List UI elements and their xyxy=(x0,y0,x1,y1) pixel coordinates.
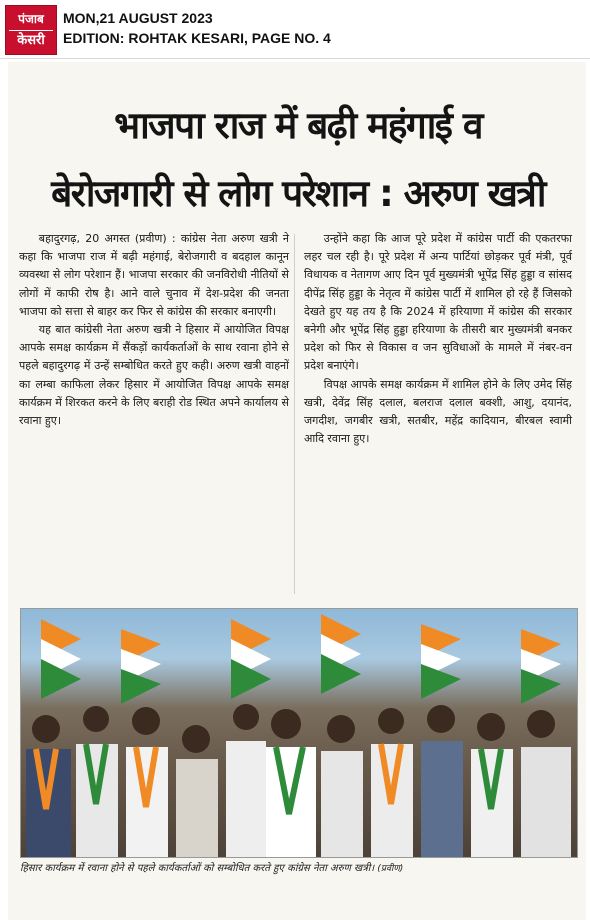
news-clipping xyxy=(8,62,586,920)
paragraph: विपक्ष आपके समक्ष कार्यक्रम में शामिल होने के लिए उमेद सिंह खत्री, देवेंद्र सिंह दलाल, बलराज दलाल बक्शी, आशु, दयानंद, जगदीश, जगबीर खत्री, सतबीर, महेंद्र कादियान, बीरबल स्वामी आदि रवाना हुए। xyxy=(304,377,572,446)
logo-line-1: पंजाब xyxy=(18,12,44,26)
newspaper-logo xyxy=(5,5,57,55)
column-divider xyxy=(294,234,295,594)
article-column-left xyxy=(19,230,289,430)
flag xyxy=(41,619,81,699)
publication-date: MON,21 AUGUST 2023 xyxy=(63,10,213,26)
flag xyxy=(231,619,271,699)
caption-text: हिसार कार्यक्रम में रवाना होने से पहले कार्यकर्ताओं को सम्बोधित करते हुए कांग्रेस नेता अरुण खत्री। xyxy=(20,863,375,874)
photo-credit: (प्रवीण) xyxy=(377,864,404,874)
news-photo xyxy=(20,608,578,858)
headline-line-2: बेरोजगारी से लोग परेशान : अरुण खत्री xyxy=(51,172,545,215)
headline-line-1: भाजपा राज में बढ़ी महंगाई व xyxy=(114,104,482,147)
flag xyxy=(421,624,461,699)
flag xyxy=(521,629,561,704)
flag xyxy=(121,629,161,704)
paragraph: बहादुरगढ़, 20 अगस्त (प्रवीण) : कांग्रेस नेता अरुण खत्री ने कहा कि भाजपा राज में बढ़ी महंगाई, बेरोजगारी व बदहाल कानून व्यवस्था से लोग परेशान हैं। भाजपा सरकार की जनविरोधी नीतियों से लोगों में काफी रोष है। आने वाले चुनाव में देश-प्रदेश की जनता भाजपा को सत्ता से बाहर कर फिर से कांग्रेस की सरकार बनाएगी। xyxy=(19,232,289,318)
paragraph: यह बात कांग्रेसी नेता अरुण खत्री ने हिसार में आयोजित विपक्ष आपके समक्ष कार्यक्रम में सैंकड़ों कार्यकर्ताओं के साथ रवाना होने से पहले बहादुरगढ़ में उन्हें सम्बोधित करते हुए कही। अरुण खत्री वाहनों का लम्बा काफिला लेकर हिसार में आयोजित विपक्ष आपके समक्ष कार्यक्रम में शिरकत करने के लिए बराही रोड स्थित अपने कार्यालय से रवाना हुए। xyxy=(19,323,289,428)
flag xyxy=(321,614,361,694)
clipping-header xyxy=(0,0,590,59)
article-column-right xyxy=(304,230,572,448)
edition-meta xyxy=(63,8,331,48)
edition-info: EDITION: ROHTAK KESARI, PAGE NO. 4 xyxy=(63,30,331,46)
crowd-photo-illustration xyxy=(21,609,577,857)
article-headline xyxy=(18,92,578,228)
paragraph: उन्होंने कहा कि आज पूरे प्रदेश में कांग्रेस पार्टी की एकतरफा लहर चल रही है। पूरे प्रदेश में अन्य पार्टियां छोड़कर पूर्व मंत्री, पूर्व विधायक व नेतागण आए दिन पूर्व मुख्यमंत्री भूपेंद्र सिंह हुड्डा व सांसद दीपेंद्र सिंह हुड्डा के नेतृत्व में कांग्रेस पार्टी में शामिल हो रहे हैं जिसको देखते हुए यह तय है कि 2024 में हरियाणा में कांग्रेस की सरकार बनेगी और भूपेंद्र सिंह हुड्डा हरियाणा के तीसरी बार मुख्यमंत्री बनकर प्रदेश को फिर से विकास व जन सुविधाओं के मामले में नंबर-वन प्रदेश बनाएंगे। xyxy=(304,232,572,373)
logo-line-2: केसरी xyxy=(9,30,53,51)
photo-caption xyxy=(20,862,576,876)
